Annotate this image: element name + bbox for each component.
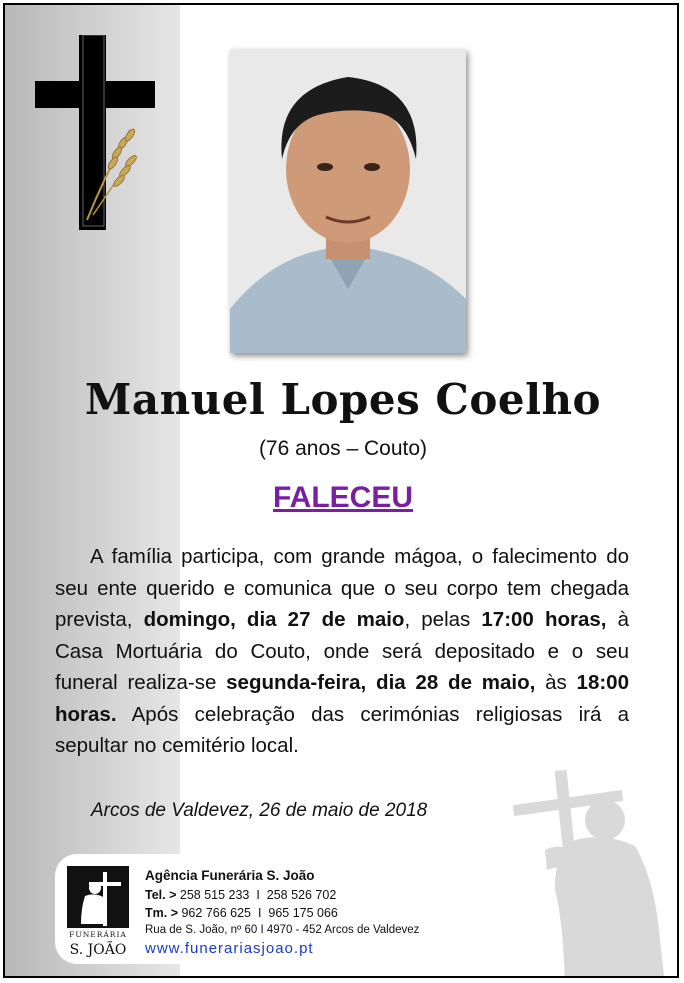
body-bold-segment: 18:00 horas.	[55, 671, 629, 726]
mourner-cross-silhouette	[505, 770, 679, 978]
cross-icon	[35, 35, 160, 235]
agency-logo-icon	[67, 866, 129, 928]
agency-name: Agência Funerária S. João	[145, 868, 315, 883]
body-bold-segment: 17:00 horas,	[481, 608, 607, 631]
agency-website-link[interactable]: www.funerariasjoao.pt	[145, 940, 314, 957]
agency-card	[55, 854, 440, 964]
body-segment: à Casa Mortuária do Couto, onde será depositado e o seu funeral realiza-se	[55, 608, 629, 694]
body-bold-segment: segunda-feira, dia 28 de maio,	[226, 671, 536, 694]
agency-phone	[145, 888, 336, 902]
body-segment: Após celebração das cerimónias religiosas irá a sepultar no cemitério local.	[55, 702, 629, 757]
agency-logo	[67, 866, 129, 958]
body-segment: A família participa, com grande mágoa, o falecimento do seu ente querido e comunica que o seu corpo tem chegada prevista,	[55, 545, 629, 631]
death-heading: FALECEU	[272, 481, 413, 514]
portrait-photo	[230, 49, 466, 353]
mobile-label: Tm. >	[145, 906, 178, 920]
logo-name: S. JOÃO	[69, 942, 127, 958]
deceased-name: Manuel Lopes Coelho	[84, 375, 602, 424]
logo-word: FUNERÁRIA	[69, 930, 127, 939]
agency-mobile	[145, 906, 338, 920]
obituary-card	[3, 3, 679, 978]
place-and-date: Arcos de Valdevez, 26 de maio de 2018	[91, 800, 428, 821]
agency-address: Rua de S. João, nº 60 I 4970 - 452 Arcos de Valdevez	[145, 924, 420, 936]
announcement-text	[55, 541, 629, 762]
body-bold-segment: domingo, dia 27 de maio	[143, 608, 405, 631]
mobile-numbers: 962 766 625 I 965 175 066	[181, 906, 338, 920]
age-and-place: (76 anos – Couto)	[258, 437, 428, 460]
phone-label: Tel. >	[145, 888, 177, 902]
body-segment: , pelas	[404, 608, 482, 631]
body-segment: às	[535, 671, 577, 694]
phone-numbers: 258 515 233 I 258 526 702	[179, 888, 337, 902]
